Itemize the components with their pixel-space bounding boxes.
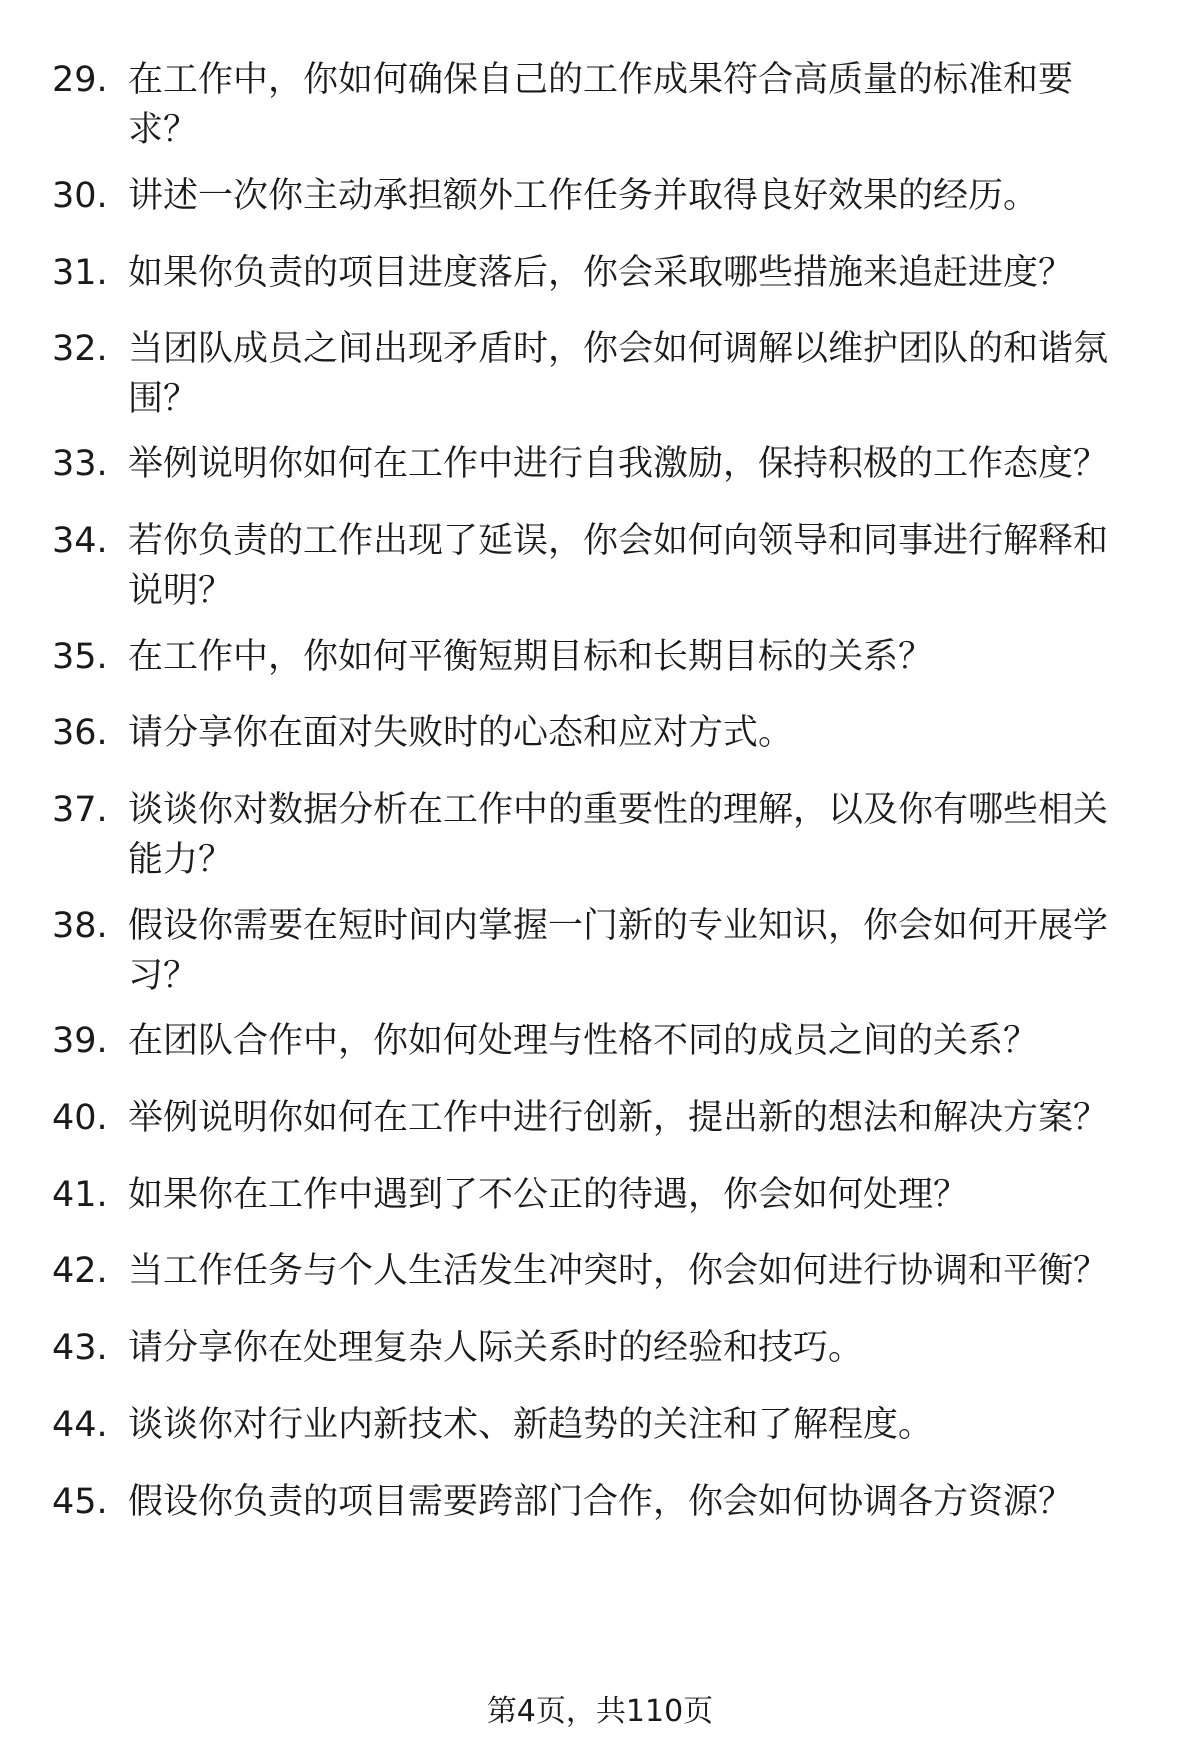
question-number: 43. <box>52 1328 108 1368</box>
question-text: 若你负责的工作出现了延误，你会如何向领导和同事进行解释和说明？ <box>128 521 1109 611</box>
question-number: 39. <box>52 1021 108 1061</box>
question-item <box>52 1323 1142 1373</box>
question-text: 如果你负责的项目进度落后，你会采取哪些措施来追赶进度？ <box>128 253 1074 293</box>
question-item <box>52 248 1142 298</box>
question-text: 请分享你在面对失败时的心态和应对方式。 <box>128 713 794 753</box>
question-text: 在工作中，你如何确保自己的工作成果符合高质量的标准和要求？ <box>128 60 1074 150</box>
question-item <box>52 324 1142 424</box>
question-number: 29. <box>52 60 108 100</box>
question-number: 33. <box>52 444 108 484</box>
question-number: 45. <box>52 1482 108 1522</box>
question-number: 31. <box>52 253 108 293</box>
question-number: 37. <box>52 790 108 830</box>
question-item <box>52 708 1142 758</box>
question-number: 35. <box>52 637 108 677</box>
question-text: 假设你负责的项目需要跨部门合作，你会如何协调各方资源？ <box>128 1482 1074 1522</box>
question-text: 讲述一次你主动承担额外工作任务并取得良好效果的经历。 <box>128 176 1039 216</box>
question-item <box>52 1093 1142 1143</box>
question-text: 在工作中，你如何平衡短期目标和长期目标的关系？ <box>128 637 934 677</box>
question-text: 当工作任务与个人生活发生冲突时，你会如何进行协调和平衡？ <box>128 1251 1109 1291</box>
question-item <box>52 1246 1142 1296</box>
question-number: 30. <box>52 176 108 216</box>
page-footer: 第4页，共110页 <box>486 1694 714 1729</box>
question-text: 如果你在工作中遇到了不公正的待遇，你会如何处理？ <box>128 1175 969 1215</box>
question-item <box>52 516 1142 616</box>
question-item <box>52 785 1142 885</box>
question-item <box>52 439 1142 489</box>
question-item <box>52 1400 1142 1450</box>
question-number: 42. <box>52 1251 108 1291</box>
question-text: 假设你需要在短时间内掌握一门新的专业知识，你会如何开展学习？ <box>128 906 1109 996</box>
question-item <box>52 1016 1142 1066</box>
question-item <box>52 632 1142 682</box>
question-number: 38. <box>52 906 108 946</box>
question-item <box>52 1170 1142 1220</box>
question-number: 32. <box>52 329 108 369</box>
question-item <box>52 55 1142 155</box>
question-item <box>52 901 1142 1001</box>
question-text: 在团队合作中，你如何处理与性格不同的成员之间的关系？ <box>128 1021 1039 1061</box>
question-text: 当团队成员之间出现矛盾时，你会如何调解以维护团队的和谐氛围？ <box>128 329 1109 419</box>
question-number: 41. <box>52 1175 108 1215</box>
question-text: 谈谈你对数据分析在工作中的重要性的理解，以及你有哪些相关能力？ <box>128 790 1109 880</box>
question-number: 44. <box>52 1405 108 1445</box>
question-text: 举例说明你如何在工作中进行自我激励，保持积极的工作态度？ <box>128 444 1109 484</box>
question-text: 请分享你在处理复杂人际关系时的经验和技巧。 <box>128 1328 864 1368</box>
question-number: 34. <box>52 521 108 561</box>
question-number: 40. <box>52 1098 108 1138</box>
question-number: 36. <box>52 713 108 753</box>
question-item <box>52 171 1142 221</box>
question-text: 举例说明你如何在工作中进行创新，提出新的想法和解决方案？ <box>128 1098 1109 1138</box>
question-item <box>52 1477 1142 1527</box>
question-text: 谈谈你对行业内新技术、新趋势的关注和了解程度。 <box>128 1405 934 1445</box>
